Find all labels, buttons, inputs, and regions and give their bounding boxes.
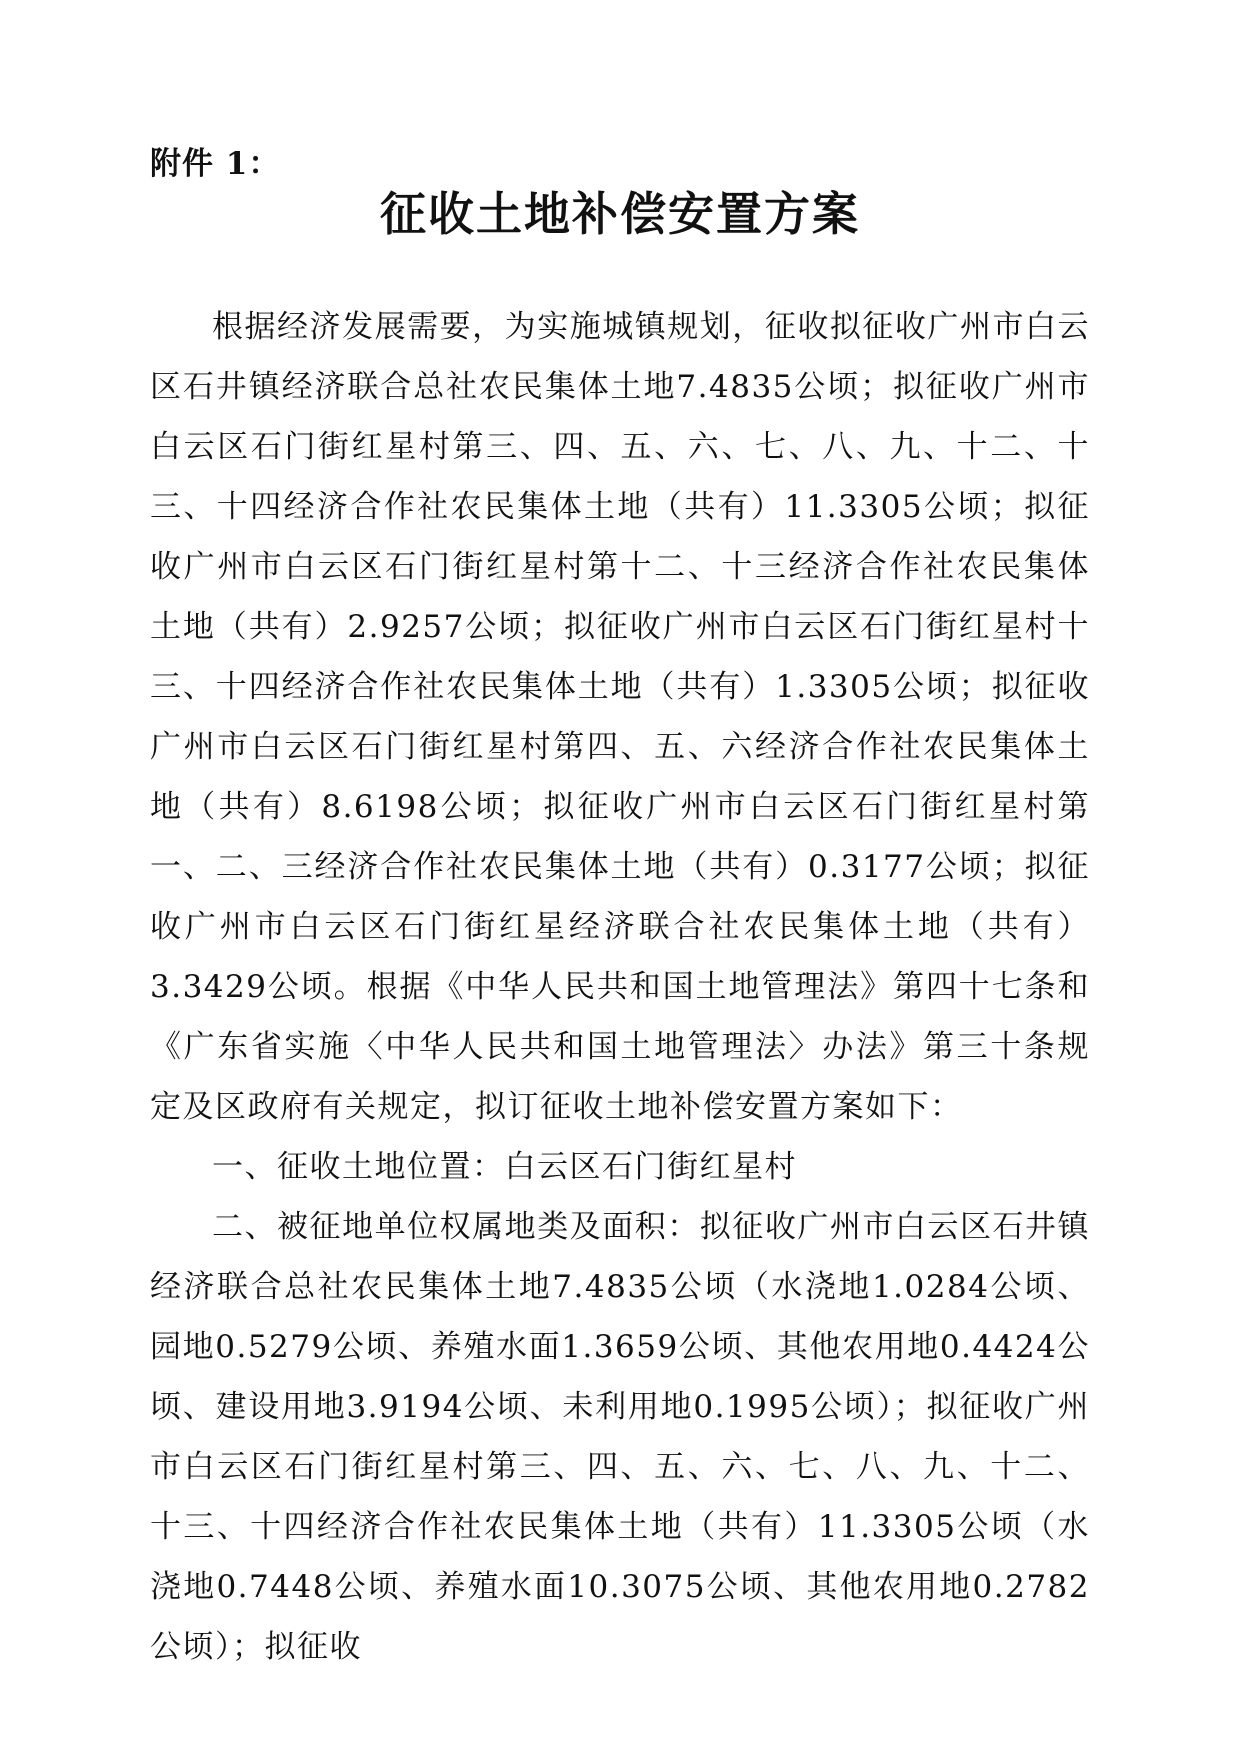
attachment-label: 附件 1：: [150, 146, 281, 182]
paragraph-land-ownership-area: 二、被征地单位权属地类及面积：拟征收广州市白云区石井镇经济联合总社农民集体土地7.4835公顷（水浇地1.0284公顷、园地0.5279公顷、养殖水面1.3659公顷、其他农用地0.4424公顷、建设用地3.9194公顷、未利用地0.1995公顷）；拟征收广州市白云区石门街红星村第三、四、五、六、七、八、九、十二、十三、十四经济合作社农民集体土地（共有）11.3305公顷（水浇地0.7448公顷、养殖水面10.3075公顷、其他农用地0.2782公顷）；拟征收: [150, 1209, 1090, 1665]
paragraph-intro: 根据经济发展需要，为实施城镇规划，征收拟征收广州市白云区石井镇经济联合总社农民集体土地7.4835公顷；拟征收广州市白云区石门街红星村第三、四、五、六、七、八、九、十二、十三、十四经济合作社农民集体土地（共有）11.3305公顷；拟征收广州市白云区石门街红星村第十二、十三经济合作社农民集体土地（共有）2.9257公顷；拟征收广州市白云区石门街红星村十三、十四经济合作社农民集体土地（共有）1.3305公顷；拟征收广州市白云区石门街红星村第四、五、六经济合作社农民集体土地（共有）8.6198公顷；拟征收广州市白云区石门街红星村第一、二、三经济合作社农民集体土地（共有）0.3177公顷；拟征收广州市白云区石门街红星经济联合社农民集体土地（共有）3.3429公顷。根据《中华人民共和国土地管理法》第四十七条和《广东省实施〈中华人民共和国土地管理法〉办法》第三十条规定及区政府有关规定，拟订征收土地补偿安置方案如下：: [150, 309, 1090, 1125]
document-title: 征收土地补偿安置方案: [380, 187, 860, 241]
document-body: [150, 297, 1090, 1677]
paragraph-land-location: 一、征收土地位置：白云区石门街红星村: [212, 1149, 797, 1185]
